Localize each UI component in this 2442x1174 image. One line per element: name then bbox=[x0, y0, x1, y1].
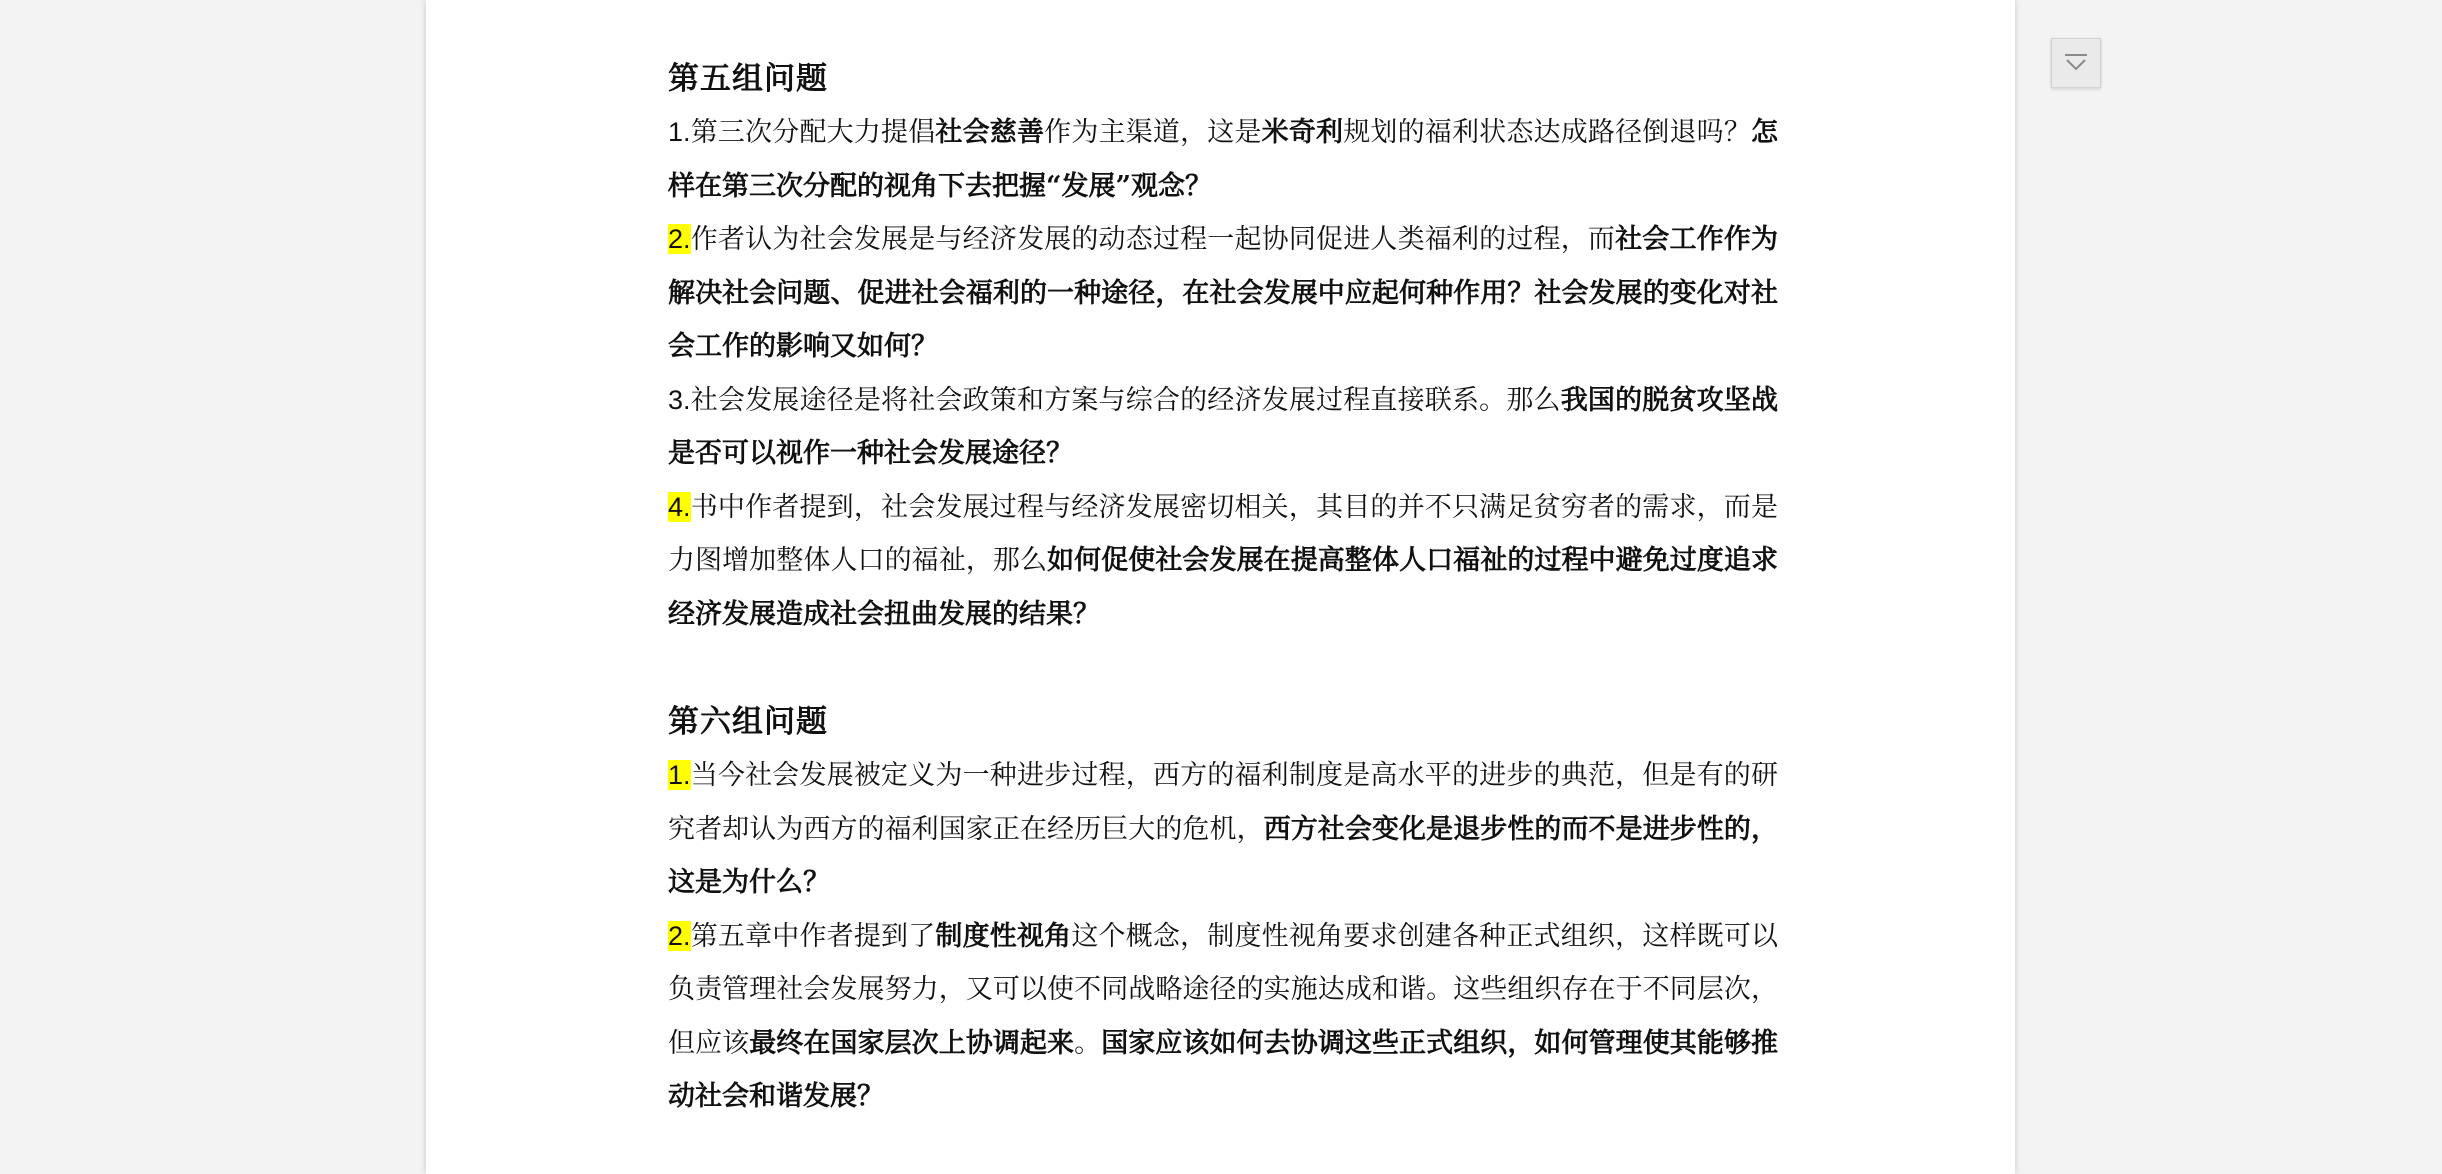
question-paragraph bbox=[668, 374, 1778, 481]
question-text: 。 bbox=[1074, 1027, 1102, 1059]
question-number: 2. bbox=[668, 920, 691, 951]
question-paragraph bbox=[668, 481, 1778, 642]
question-text: 第五章中作者提到了 bbox=[690, 920, 936, 952]
question-text: 作者认为社会发展是与经济发展的动态过程一起协同促进人类福利的过程，而 bbox=[690, 224, 1616, 255]
question-number: 1. bbox=[668, 117, 691, 147]
document-content bbox=[668, 52, 1778, 1124]
question-text: 这个概念，制度性视角要求创建各种正式组织，这样既可以负责管理社会发展努力，又可以使不同战略途径的实施达成和谐。这些组织存在于不同层次，但应该 bbox=[668, 920, 1779, 1059]
collapse-panel-button[interactable] bbox=[2051, 38, 2101, 88]
question-text: 作为主渠道，这是 bbox=[1044, 117, 1262, 148]
question-number: 1. bbox=[668, 760, 691, 790]
section-title: 第五组问题 bbox=[668, 61, 828, 97]
collapse-down-icon bbox=[2063, 52, 2089, 74]
question-emphasis-text: 社会工作作为解决社会问题、促进社会福利的一种途径，在社会发展中应起何种作用？社会发展的变化对社会工作的影响又如何？ bbox=[668, 224, 1779, 362]
question-number: 3. bbox=[668, 384, 691, 415]
question-emphasis-text: 怎样在第三次分配的视角下去把握“发展”观念？ bbox=[668, 117, 1779, 202]
question-paragraph bbox=[668, 749, 1778, 910]
question-text: 社会发展途径是将社会政策和方案与综合的经济发展过程直接联系。那么 bbox=[690, 384, 1561, 416]
question-emphasis-text: 最终在国家层次上协调起来 bbox=[749, 1027, 1075, 1059]
question-paragraph bbox=[668, 106, 1778, 213]
question-paragraph bbox=[668, 213, 1778, 374]
question-number: 2. bbox=[668, 224, 691, 254]
question-text: 当今社会发展被定义为一种进步过程，西方的福利制度是高水平的进步的典范，但是有的研究者却认为西方的福利国家正在经历巨大的危机， bbox=[668, 760, 1778, 845]
section-spacer bbox=[668, 641, 1778, 695]
question-emphasis-text: 我国的脱贫攻坚战是否可以视作一种社会发展途径？ bbox=[668, 384, 1779, 469]
question-number: 4. bbox=[668, 491, 691, 522]
question-text: 第三次分配大力提倡 bbox=[690, 117, 936, 148]
question-emphasis-text: 如何促使社会发展在提高整体人口福祉的过程中避免过度追求经济发展造成社会扭曲发展的结果？ bbox=[668, 545, 1779, 630]
section-title: 第六组问题 bbox=[668, 704, 828, 740]
question-text: 规划的福利状态达成路径倒退吗？ bbox=[1343, 117, 1752, 148]
document-page bbox=[426, 0, 2015, 1174]
question-paragraph bbox=[668, 910, 1778, 1124]
question-emphasis-text: 国家应该如何去协调这些正式组织，如何管理使其能够推动社会和谐发展？ bbox=[668, 1027, 1779, 1112]
question-emphasis-text: 西方社会变化是退步性的而不是进步性的，这是为什么？ bbox=[668, 813, 1779, 898]
question-text: 书中作者提到，社会发展过程与经济发展密切相关，其目的并不只满足贫穷者的需求，而是力图增加整体人口的福祉，那么 bbox=[668, 491, 1778, 576]
question-emphasis-text: 社会慈善 bbox=[935, 117, 1045, 148]
question-emphasis-text: 制度性视角 bbox=[935, 920, 1072, 952]
question-emphasis-text: 米奇利 bbox=[1261, 117, 1344, 148]
